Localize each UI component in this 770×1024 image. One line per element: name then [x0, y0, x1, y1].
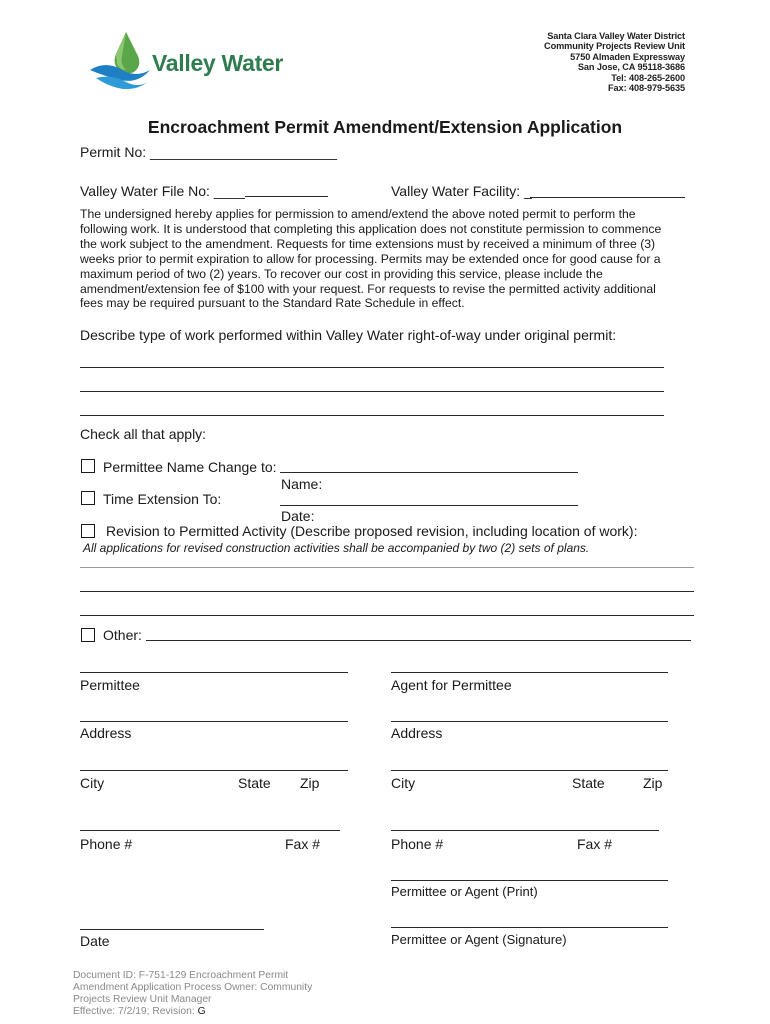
permittee-phone-label: Phone #: [80, 836, 133, 852]
time-extension-checkbox[interactable]: [81, 491, 95, 505]
address-block: [544, 31, 685, 93]
plans-note: All applications for revised construction activities shall be accompanied by two (2) sets of plans.: [83, 541, 590, 555]
page-title: Encroachment Permit Amendment/Extension Application: [147, 117, 623, 137]
agent-city-field[interactable]: [391, 770, 668, 771]
agent-city-label: City: [391, 775, 416, 791]
permittee-address-label: Address: [80, 725, 132, 741]
name-change-label: Permittee Name Change to:: [103, 459, 277, 475]
permittee-fax-label: Fax #: [285, 836, 321, 852]
name-change-checkbox[interactable]: [81, 459, 95, 473]
name-change-field[interactable]: [280, 472, 578, 473]
agent-zip-label: Zip: [643, 775, 663, 791]
agent-phone-field[interactable]: [391, 830, 659, 831]
date-sub-label: Date:: [281, 508, 315, 524]
logo: [86, 30, 296, 90]
check-all-label: Check all that apply:: [80, 426, 207, 442]
agent-address-label: Address: [391, 725, 443, 741]
other-checkbox[interactable]: [81, 628, 95, 642]
agent-label: Agent for Permittee: [391, 677, 512, 693]
document-footer: Document ID: F-751-129 Encroachment Permit Amendment Application Process Owner: Community Projects Review Unit Manager Effective: 7/2/19; Revision: G: [73, 970, 313, 1017]
signature-label: Permittee or Agent (Signature): [391, 932, 567, 947]
signature-field[interactable]: [391, 927, 668, 928]
file-no-field[interactable]: [245, 196, 328, 197]
file-no-label: Valley Water File No: ____: [80, 183, 245, 199]
permittee-label: Permittee: [80, 677, 140, 693]
name-sub-label: Name:: [281, 476, 323, 492]
address-line: San Jose, CA 95118-3686: [577, 62, 685, 73]
address-line: Santa Clara Valley Water District: [547, 31, 685, 41]
revision-label: Revision to Permitted Activity (Describe proposed revision, including location of work):: [106, 523, 638, 539]
agent-address-field[interactable]: [391, 721, 668, 722]
address-line: 5750 Almaden Expressway: [570, 51, 685, 62]
agent-phone-label: Phone #: [391, 836, 444, 852]
address-line: Fax: 408-979-5635: [608, 83, 685, 94]
permittee-zip-label: Zip: [300, 775, 320, 791]
describe-line-2[interactable]: [80, 391, 664, 392]
address-line: Community Projects Review Unit: [544, 41, 685, 52]
permittee-city-field[interactable]: [80, 770, 348, 771]
revision-checkbox[interactable]: [81, 524, 95, 538]
revision-letter: G: [197, 1006, 206, 1017]
describe-prompt: Describe type of work performed within Valley Water right-of-way under original permit:: [80, 327, 617, 343]
brand-name: Valley Water: [152, 50, 284, 76]
permittee-state-label: State: [238, 775, 271, 791]
agent-fax-label: Fax #: [577, 836, 613, 852]
time-extension-label: Time Extension To:: [103, 491, 222, 507]
time-extension-field[interactable]: [280, 505, 578, 506]
valley-water-logo-icon: [86, 30, 154, 90]
other-label: Other:: [103, 627, 142, 643]
revision-line-2[interactable]: [80, 591, 694, 592]
permittee-address-field[interactable]: [80, 721, 348, 722]
effective-text: Effective: 7/2/19; Revision:: [73, 1006, 195, 1017]
agent-field[interactable]: [391, 672, 668, 673]
permit-no-field[interactable]: Permit No: ________________________: [80, 144, 337, 160]
revision-line-1[interactable]: [80, 567, 694, 568]
address-line: Tel: 408-265-2600: [611, 72, 685, 83]
permittee-phone-field[interactable]: [80, 830, 340, 831]
print-name-label: Permittee or Agent (Print): [391, 884, 538, 899]
print-name-field[interactable]: [391, 880, 668, 881]
permittee-city-label: City: [80, 775, 105, 791]
facility-label: Valley Water Facility: _: [391, 183, 532, 199]
permittee-field[interactable]: [80, 672, 348, 673]
date-field[interactable]: [80, 929, 264, 930]
describe-line-1[interactable]: [80, 367, 664, 368]
describe-line-3[interactable]: [80, 415, 664, 416]
other-field[interactable]: [146, 640, 691, 641]
intro-paragraph: The undersigned hereby applies for permission to amend/extend the above noted permit to perform the following work. It is understood that completing this application does not constitute permission to commence the work subject to the amendment. Requests for time extensions must by received a minimum of three (3) weeks prior to permit expiration to allow for processing. Permits may be extended once for good cause for a maximum period of two (2) years. To recover our cost in providing this service, please include the amendment/extension fee of $100 with your request. For requests to revise the permitted activity additional fees may be required pursuant to the Standard Rate Schedule in effect.: [80, 207, 662, 311]
agent-state-label: State: [572, 775, 605, 791]
revision-line-3[interactable]: [80, 615, 694, 616]
facility-field[interactable]: [530, 197, 685, 198]
date-label: Date: [80, 933, 110, 949]
